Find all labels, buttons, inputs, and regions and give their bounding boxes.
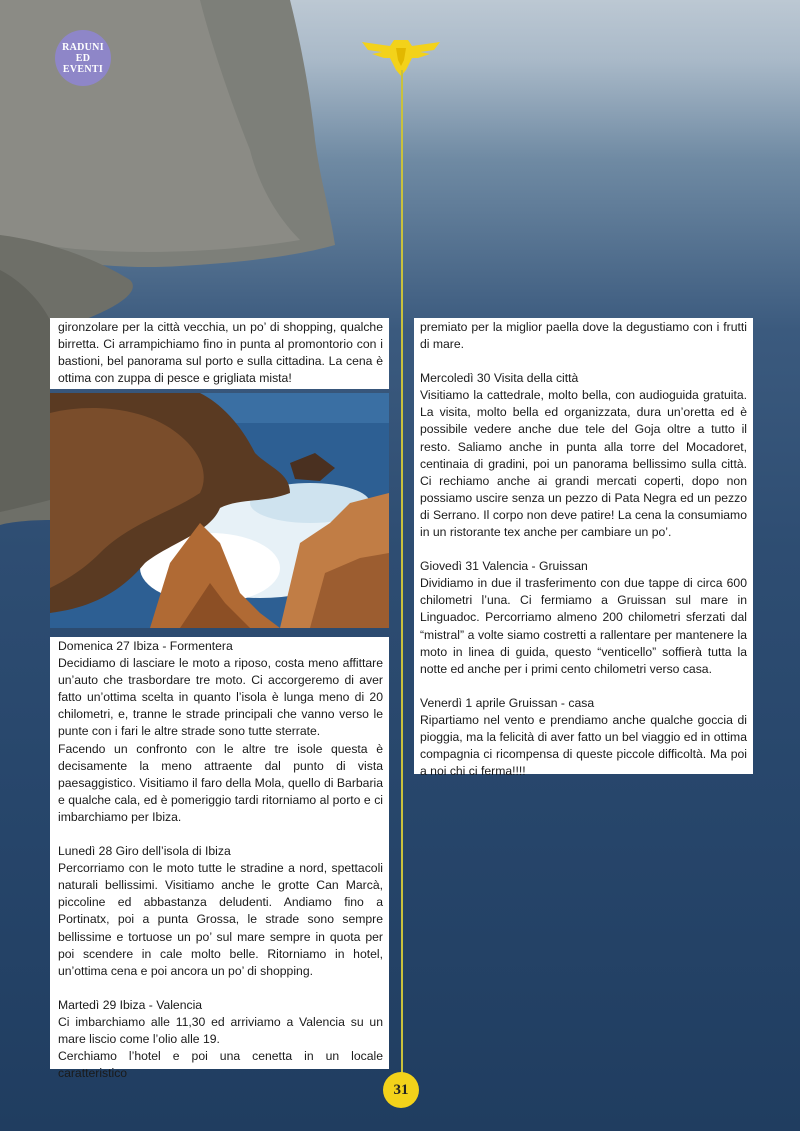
- coast-rocks-photo: [50, 393, 389, 628]
- day-heading: Venerdì 1 aprile Gruissan - casa: [420, 695, 595, 710]
- paragraph: Ripartiamo nel vento e prendiamo anche qualche goccia di pioggia, ma la felicità di aver fatto un bel viaggio ed in ottima compagnia ci ricompensa di queste piccole difficoltà. Ma poi a noi chi ci ferma!!!!: [420, 712, 747, 779]
- paragraph: premiato per la miglior paella dove la degustiamo con i frutti di mare.: [420, 320, 747, 352]
- paragraph: Visitiamo la cattedrale, molto bella, con audioguida gratuita. La visita, molto bella ed organizzata, dura un’oretta ed è possibile vedere anche due tele del Goja oltre a tutto il resto. Saliamo anche in punta alla torre del Mocadoret, centinaia di gradini, poi un panorama bellissimo sulla città. Ci rechiamo anche ai grandi mercati coperti, dopo non possiamo uscire senza un pezzo di Pata Negra ed un pezzo di Serrano. Il corpo non deve patire! La cena la consumiamo in un ristorante tex anche per cambiare un po’.: [420, 388, 747, 540]
- page-number: 31: [383, 1072, 419, 1108]
- day-heading: Lunedì 28 Giro dell’isola di Ibiza: [58, 844, 231, 859]
- badge-line-3: EVENTI: [62, 63, 104, 75]
- section-badge: [55, 30, 111, 86]
- day-heading: Domenica 27 Ibiza - Formentera: [58, 639, 233, 653]
- paragraph: gironzolare per la città vecchia, un po’ di shopping, qualche birretta. Ci arrampichiamo fino in punta al promontorio con i bastioni, bel panorama sul porto e sulla cittadina. La cena è ottima con zuppa di pesce e grigliata mista!: [58, 320, 383, 386]
- badge-line-2: ED: [75, 52, 91, 64]
- paragraph: Percorriamo con le moto tutte le stradine a nord, spettacoli naturali bellissimi. Visitiamo anche le grotte Can Marcà, piccoline ed abbastanza deludenti. Andiamo fino a Portinatx, poi a punta Grossa, le strade sono sempre bellissime e tortuose un po’ sul mare sempre in quota per poi scendere in cale molto belle. Ritorniamo in hotel, un’ottima cena e poi ancora un po’ di shopping.: [58, 861, 383, 978]
- text-column-left-bottom: [50, 637, 389, 1081]
- column-divider: [401, 70, 403, 1080]
- day-heading: Mercoledì 30 Visita della città: [420, 371, 579, 386]
- text-column-right: [414, 318, 753, 779]
- paragraph: Facendo un confronto con le altre tre isole questa è decisamente la meno attraente dal punto di vista paesaggistico. Visitiamo il faro della Mola, quello di Barbaria e qualche cala, ed è pomeriggio tardi ritorniamo al porto e ci imbarchiamo per Ibiza.: [58, 741, 383, 824]
- day-heading: Martedì 29 Ibiza - Valencia: [58, 997, 203, 1012]
- badge-line-1: RADUNI: [62, 41, 104, 53]
- paragraph: Dividiamo in due il trasferimento con due tappe di circa 600 chilometri l’una. Ci fermiamo a Gruissan sul mare in Linguadoc. Percorriamo almeno 200 chilometri sferzati dal “mistral” a volte siamo costretti a rallentare per mantenere la moto in linea di guida, questo “venticello” soffierà tutta la notte ed anche per i primi cento chilometri verso casa.: [420, 576, 747, 676]
- paragraph: Cerchiamo l’hotel e poi una cenetta in un locale caratteristico: [58, 1049, 383, 1081]
- day-heading: Giovedì 31 Valencia - Gruissan: [420, 559, 588, 574]
- paragraph: Decidiamo di lasciare le moto a riposo, costa meno affittare un’auto che trasbordare tre moto. Ci accorgeremo di aver fatto un’ottima scelta in quanto l’isola è lunga meno di 20 chilometri, e, tranne le strade principali che vanno verso le punte con i fari le altre strade sono tutte sterrate.: [58, 656, 383, 739]
- paragraph: Ci imbarchiamo alle 11,30 ed arriviamo a Valencia su un mare liscio come l’olio alle 19.: [58, 1014, 383, 1046]
- text-column-left-top: [50, 318, 389, 389]
